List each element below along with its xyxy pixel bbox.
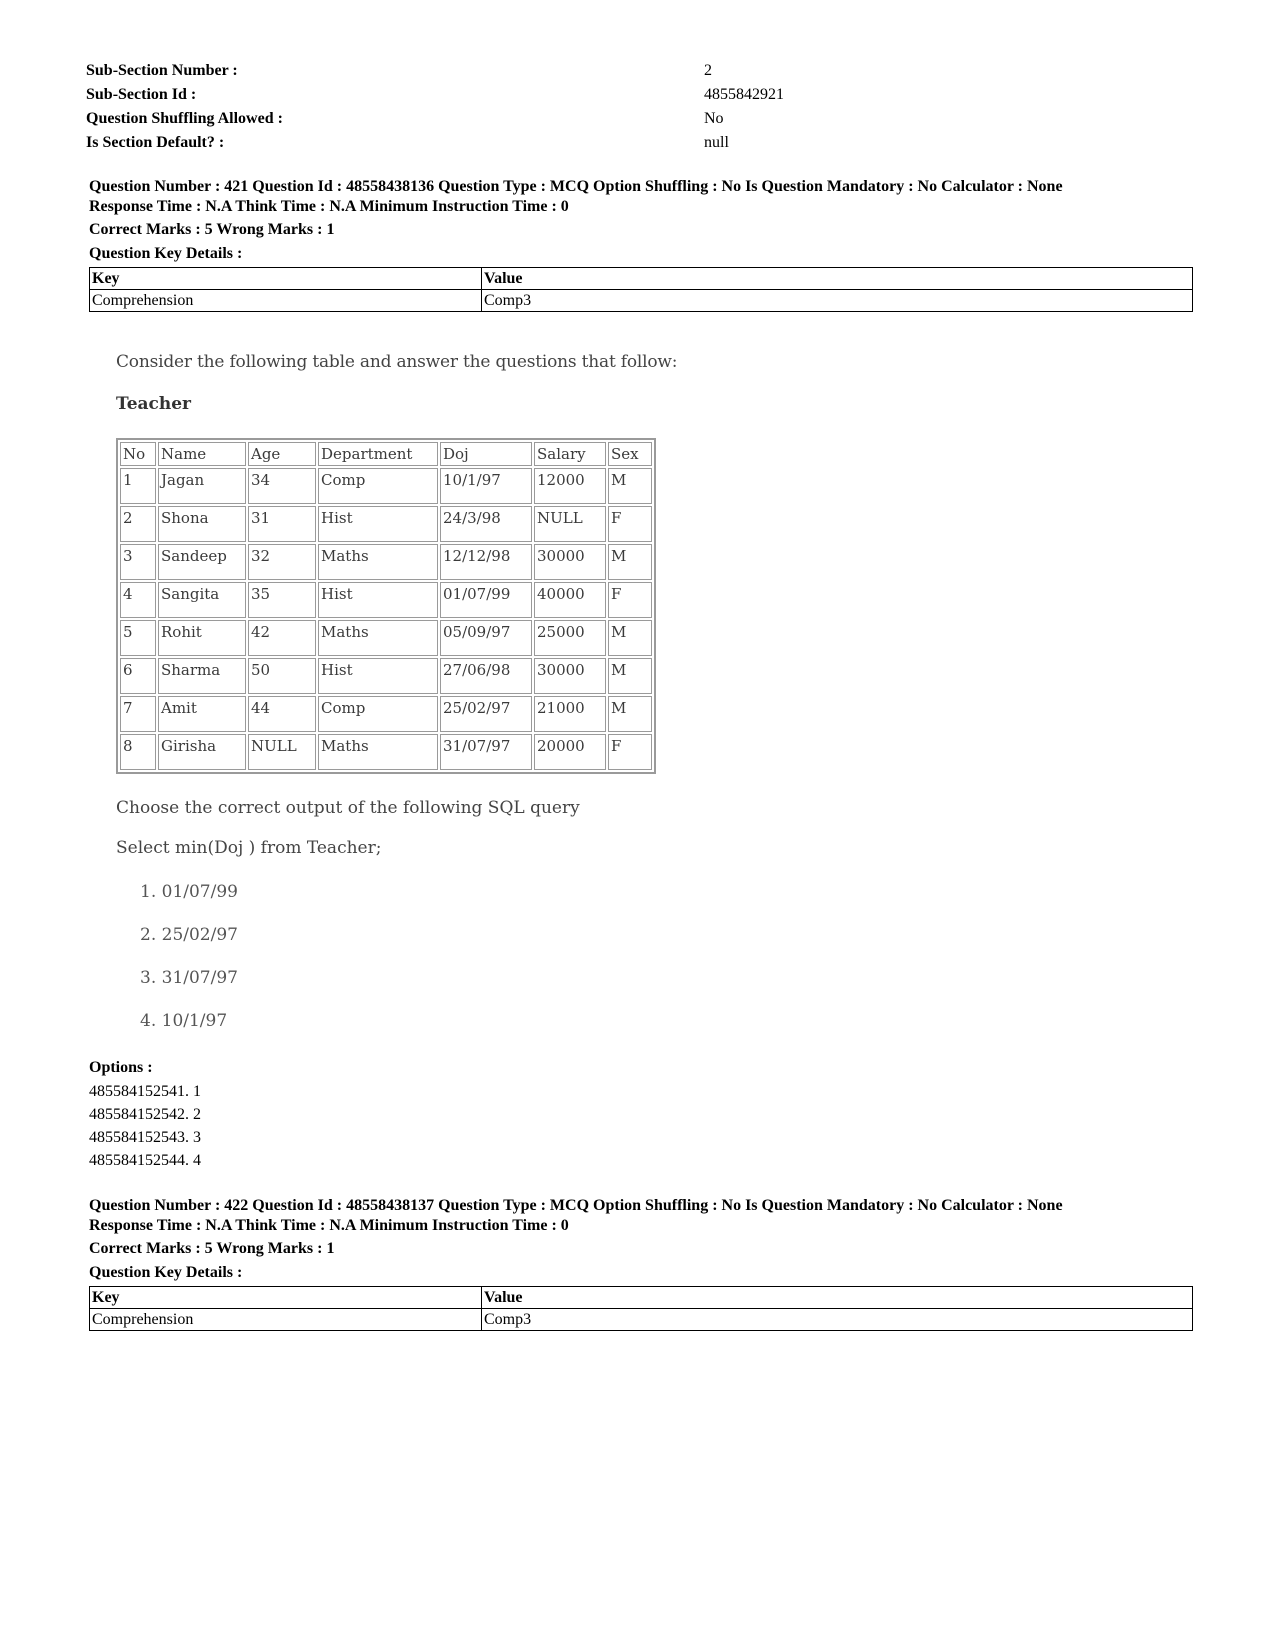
table-cell: F bbox=[608, 734, 652, 770]
value-cell: Comp3 bbox=[482, 290, 1193, 312]
table-cell: Sangita bbox=[158, 582, 246, 618]
question-shuffling-row bbox=[86, 107, 846, 131]
option-item: 485584152544. 4 bbox=[89, 1152, 201, 1169]
subsection-number-row bbox=[86, 59, 846, 83]
choice-3: 3. 31/07/97 bbox=[140, 968, 238, 988]
table-cell: 42 bbox=[248, 620, 316, 656]
table-cell: 40000 bbox=[534, 582, 606, 618]
table-cell: Hist bbox=[318, 658, 438, 694]
key-table-row bbox=[90, 290, 1193, 312]
question-intro: Consider the following table and answer the questions that follow: bbox=[116, 352, 678, 372]
options-list bbox=[89, 1056, 201, 1172]
choice-2: 2. 25/02/97 bbox=[140, 925, 238, 945]
table-cell: M bbox=[608, 696, 652, 732]
option-item: 485584152541. 1 bbox=[89, 1083, 201, 1100]
column-header: No bbox=[120, 442, 156, 466]
value-header: Value bbox=[482, 1287, 1193, 1309]
choice-4: 4. 10/1/97 bbox=[140, 1011, 228, 1031]
subsection-id-row bbox=[86, 83, 846, 107]
table-cell: Sandeep bbox=[158, 544, 246, 580]
table-cell: Hist bbox=[318, 582, 438, 618]
table-cell: M bbox=[608, 620, 652, 656]
table-cell: 25000 bbox=[534, 620, 606, 656]
section-default-label: Is Section Default? : bbox=[86, 134, 225, 151]
table-cell: 1 bbox=[120, 468, 156, 504]
table-row bbox=[120, 468, 652, 504]
subsection-number-value: 2 bbox=[704, 62, 712, 79]
table-cell: Amit bbox=[158, 696, 246, 732]
table-cell: 05/09/97 bbox=[440, 620, 532, 656]
table-cell: Jagan bbox=[158, 468, 246, 504]
table-cell: 31/07/97 bbox=[440, 734, 532, 770]
table-cell: 8 bbox=[120, 734, 156, 770]
teacher-table bbox=[116, 438, 656, 774]
key-header: Key bbox=[90, 268, 482, 290]
table-cell: 3 bbox=[120, 544, 156, 580]
sql-query: Select min(Doj ) from Teacher; bbox=[116, 838, 382, 858]
column-header: Department bbox=[318, 442, 438, 466]
column-header: Name bbox=[158, 442, 246, 466]
table-cell: Comp bbox=[318, 468, 438, 504]
choice-1: 1. 01/07/99 bbox=[140, 882, 238, 902]
table-cell: Rohit bbox=[158, 620, 246, 656]
question-422-meta-line1: Question Number : 422 Question Id : 48558438137 Question Type : MCQ Option Shuffling : No Is Question Mandatory : No Calculator : None bbox=[89, 1197, 1063, 1214]
table-row bbox=[120, 734, 652, 770]
option-item: 485584152542. 2 bbox=[89, 1106, 201, 1123]
table-row bbox=[120, 506, 652, 542]
table-cell: Maths bbox=[318, 620, 438, 656]
table-cell: Hist bbox=[318, 506, 438, 542]
question-421-meta-line2: Response Time : N.A Think Time : N.A Minimum Instruction Time : 0 bbox=[89, 198, 569, 215]
table-cell: 21000 bbox=[534, 696, 606, 732]
table-row bbox=[120, 620, 652, 656]
table-cell: NULL bbox=[534, 506, 606, 542]
table-cell: 25/02/97 bbox=[440, 696, 532, 732]
question-421-key-title: Question Key Details : bbox=[89, 245, 243, 262]
table-cell: 24/3/98 bbox=[440, 506, 532, 542]
table-cell: Maths bbox=[318, 544, 438, 580]
column-header: Age bbox=[248, 442, 316, 466]
question-422-meta-line2: Response Time : N.A Think Time : N.A Minimum Instruction Time : 0 bbox=[89, 1217, 569, 1234]
option-item: 485584152543. 3 bbox=[89, 1129, 201, 1146]
table-cell: 27/06/98 bbox=[440, 658, 532, 694]
table-cell: 50 bbox=[248, 658, 316, 694]
key-cell: Comprehension bbox=[90, 290, 482, 312]
table-cell: 30000 bbox=[534, 544, 606, 580]
question-422-marks: Correct Marks : 5 Wrong Marks : 1 bbox=[89, 1240, 335, 1257]
subsection-info bbox=[86, 59, 846, 155]
table-cell: 12/12/98 bbox=[440, 544, 532, 580]
teacher-table-header bbox=[120, 442, 652, 466]
column-header: Doj bbox=[440, 442, 532, 466]
value-header: Value bbox=[482, 268, 1193, 290]
subsection-id-value: 4855842921 bbox=[704, 86, 784, 103]
question-422-header bbox=[89, 1196, 1193, 1331]
table-cell: 20000 bbox=[534, 734, 606, 770]
table-cell: 10/1/97 bbox=[440, 468, 532, 504]
section-default-row bbox=[86, 131, 846, 155]
subsection-id-label: Sub-Section Id : bbox=[86, 86, 197, 103]
column-header: Salary bbox=[534, 442, 606, 466]
question-422-key-title: Question Key Details : bbox=[89, 1264, 243, 1281]
table-cell: 12000 bbox=[534, 468, 606, 504]
table-cell: 44 bbox=[248, 696, 316, 732]
table-cell: M bbox=[608, 544, 652, 580]
table-row bbox=[120, 544, 652, 580]
options-title: Options : bbox=[89, 1059, 153, 1076]
table-cell: M bbox=[608, 468, 652, 504]
key-table-row bbox=[90, 1309, 1193, 1331]
question-421-key-table bbox=[89, 267, 1193, 312]
table-cell: 5 bbox=[120, 620, 156, 656]
table-cell: Girisha bbox=[158, 734, 246, 770]
table-cell: 34 bbox=[248, 468, 316, 504]
question-421-meta-line1: Question Number : 421 Question Id : 48558438136 Question Type : MCQ Option Shuffling : No Is Question Mandatory : No Calculator : None bbox=[89, 178, 1063, 195]
value-cell: Comp3 bbox=[482, 1309, 1193, 1331]
table-row bbox=[120, 582, 652, 618]
table-cell: 32 bbox=[248, 544, 316, 580]
table-row bbox=[120, 658, 652, 694]
table-cell: 35 bbox=[248, 582, 316, 618]
table-cell: M bbox=[608, 658, 652, 694]
key-header: Key bbox=[90, 1287, 482, 1309]
table-row bbox=[120, 696, 652, 732]
table-cell: Sharma bbox=[158, 658, 246, 694]
question-prompt: Choose the correct output of the following SQL query bbox=[116, 798, 580, 818]
table-cell: Shona bbox=[158, 506, 246, 542]
question-shuffling-value: No bbox=[704, 110, 724, 127]
table-cell: Comp bbox=[318, 696, 438, 732]
table-cell: 2 bbox=[120, 506, 156, 542]
table-cell: 7 bbox=[120, 696, 156, 732]
key-table-header-row bbox=[90, 1287, 1193, 1309]
table-cell: F bbox=[608, 506, 652, 542]
table-cell: F bbox=[608, 582, 652, 618]
subsection-number-label: Sub-Section Number : bbox=[86, 62, 238, 79]
section-default-value: null bbox=[704, 134, 729, 151]
table-cell: 31 bbox=[248, 506, 316, 542]
column-header: Sex bbox=[608, 442, 652, 466]
key-table-header-row bbox=[90, 268, 1193, 290]
table-cell: Maths bbox=[318, 734, 438, 770]
question-421-header bbox=[89, 177, 1193, 312]
table-cell: 6 bbox=[120, 658, 156, 694]
question-421-marks: Correct Marks : 5 Wrong Marks : 1 bbox=[89, 221, 335, 238]
table-cell: NULL bbox=[248, 734, 316, 770]
teacher-table-title: Teacher bbox=[116, 394, 192, 414]
table-cell: 01/07/99 bbox=[440, 582, 532, 618]
key-cell: Comprehension bbox=[90, 1309, 482, 1331]
table-cell: 4 bbox=[120, 582, 156, 618]
question-shuffling-label: Question Shuffling Allowed : bbox=[86, 110, 283, 127]
question-422-key-table bbox=[89, 1286, 1193, 1331]
table-cell: 30000 bbox=[534, 658, 606, 694]
